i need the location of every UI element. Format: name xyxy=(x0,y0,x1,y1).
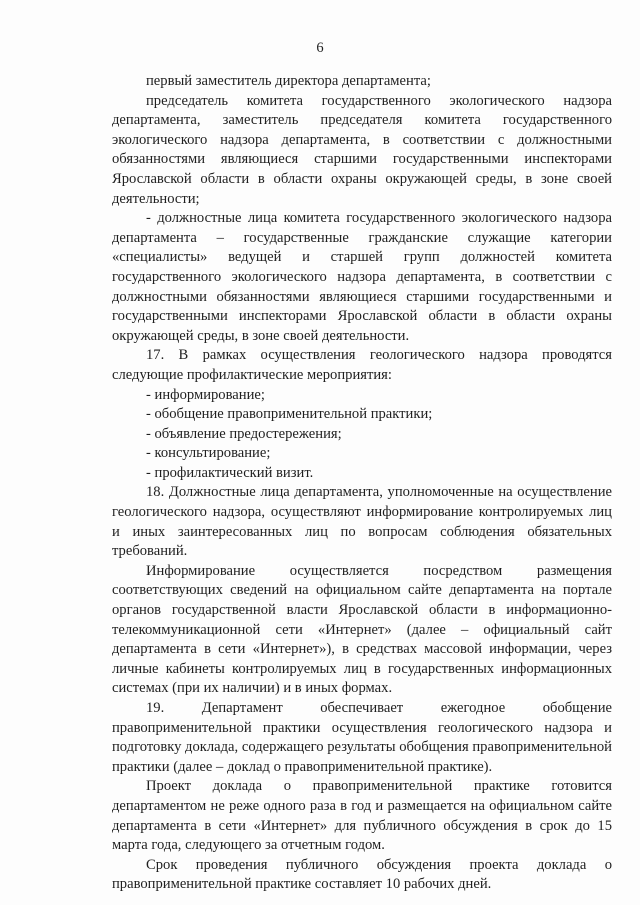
document-body xyxy=(112,72,612,895)
paragraph-committee-officials: - должностные лица комитета государственного экологического надзора департамента – государственные гражданские служащие категории «специалисты» ведущей и старшей групп должностей комитета государственного экологического надзора департамента, в соответствии с должностными обязанностями являющиеся старшими государственными и государственными инспекторами Ярославской области в области охраны окружающей среды, в зоне своей деятельности. xyxy=(112,210,612,344)
list-item-generalization: - обобщение правоприменительной практики; xyxy=(146,406,433,423)
list-item-informing: - информирование; xyxy=(146,386,265,403)
paragraph-informing-details: Информирование осуществляется посредством размещения соответствующих сведений на официальном сайте департамента на портале органов государственной власти Ярославской области в информационно-телекоммуникационной сети «Интернет» (далее – официальный сайт департамента в сети «Интернет»), в средствах массовой информации, через личные кабинеты контролируемых лиц в государственных информационных системах (при их наличии) и в иных формах. xyxy=(112,562,612,697)
page-number: 6 xyxy=(316,40,324,56)
paragraph-item-18: 18. Должностные лица департамента, уполномоченные на осуществление геологического надзора, осуществляют информирование контролируемых лиц и иных заинтересованных лиц по вопросам соблюдения обязательных требований. xyxy=(112,484,612,560)
list-item-consulting: - консультирование; xyxy=(146,445,271,462)
paragraph-draft-report: Проект доклада о правоприменительной практике готовится департаментом не реже одного раза в год и размещается на официальном сайте департамента в сети «Интернет» для публичного обсуждения в срок до 15 марта года, следующего за отчетным годом. xyxy=(112,778,612,854)
paragraph-item-17: 17. В рамках осуществления геологического надзора проводятся следующие профилактические мероприятия: xyxy=(112,347,612,383)
paragraph-discussion-term: Срок проведения публичного обсуждения проекта доклада о правоприменительной практике составляет 10 рабочих дней. xyxy=(112,856,612,893)
list-item-warning: - объявление предостережения; xyxy=(146,425,342,442)
paragraph-item-19: 19. Департамент обеспечивает ежегодное обобщение правоприменительной практики осуществления геологического надзора и подготовку доклада, содержащего результаты обобщения правоприменительной практики (далее – доклад о правоприменительной практике). xyxy=(112,700,612,775)
list-item-preventive-visit: - профилактический визит. xyxy=(146,464,314,481)
paragraph-committee-chair: председатель комитета государственного экологического надзора департамента, заместитель председателя комитета государственного экологического надзора департамента, в соответствии с должностными обязанностями являющиеся старшими государственными инспекторами Ярославской области в области охраны окружающей среды, в зоне своей деятельности; xyxy=(112,92,612,207)
paragraph-first-deputy: первый заместитель директора департамента; xyxy=(146,73,431,89)
